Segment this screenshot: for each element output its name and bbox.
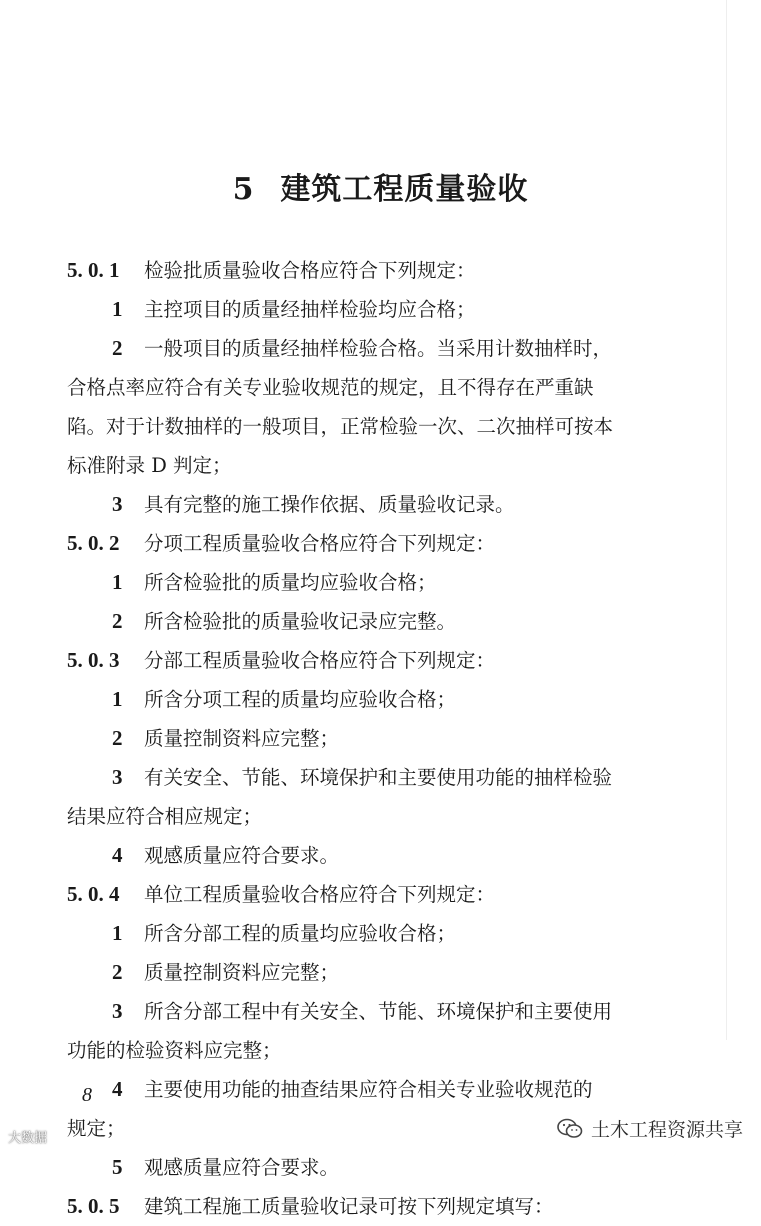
item-number: 3 xyxy=(112,765,123,789)
line-text: 结果应符合相应规定； xyxy=(67,805,263,828)
chapter-title xyxy=(0,164,761,208)
clause-number: 5. 0. 2 xyxy=(67,531,120,555)
line-text: 标准附录 D 判定； xyxy=(67,454,232,477)
wechat-icon xyxy=(557,1118,583,1140)
line-text: 主控项目的质量经抽样检验均应合格； xyxy=(144,298,476,321)
item-line xyxy=(67,563,697,602)
clause-body xyxy=(67,251,697,1226)
clause-line xyxy=(67,641,697,680)
item-number: 1 xyxy=(112,921,123,945)
watermark-right-text: 土木工程资源共享 xyxy=(590,1119,743,1141)
item-number: 3 xyxy=(112,492,123,516)
line-text: 建筑工程施工质量验收记录可按下列规定填写： xyxy=(144,1195,554,1218)
item-number: 2 xyxy=(112,609,123,633)
line-text: 所含分项工程的质量均应验收合格； xyxy=(144,688,457,711)
line-text: 分部工程质量验收合格应符合下列规定： xyxy=(144,649,496,672)
item-number: 2 xyxy=(112,336,123,360)
item-line xyxy=(67,1148,697,1187)
item-line xyxy=(67,992,697,1031)
line-text: 主要使用功能的抽查结果应符合相关专业验收规范的 xyxy=(144,1078,593,1101)
line-text: 所含检验批的质量均应验收合格； xyxy=(144,571,437,594)
line-text: 所含分部工程的质量均应验收合格； xyxy=(144,922,457,945)
item-number: 1 xyxy=(112,570,123,594)
continuation-line xyxy=(67,797,697,836)
item-number: 3 xyxy=(112,999,123,1023)
item-number: 4 xyxy=(112,1077,123,1101)
line-text: 所含检验批的质量验收记录应完整。 xyxy=(144,610,457,633)
line-text: 检验批质量验收合格应符合下列规定： xyxy=(144,259,476,282)
line-text: 规定； xyxy=(67,1117,126,1140)
line-text: 分项工程质量验收合格应符合下列规定： xyxy=(144,532,496,555)
item-line xyxy=(67,758,697,797)
page-edge-shadow xyxy=(726,0,727,1040)
line-text: 功能的检验资料应完整； xyxy=(67,1039,282,1062)
line-text: 质量控制资料应完整； xyxy=(144,727,340,750)
chapter-title-text: 建筑工程质量验收 xyxy=(280,172,529,207)
continuation-line xyxy=(67,407,697,446)
item-line xyxy=(67,329,697,368)
watermark-left-text: 大数据 xyxy=(8,1131,48,1146)
clause-line xyxy=(67,1187,697,1226)
item-line xyxy=(67,953,697,992)
chapter-number: 5 xyxy=(232,172,255,207)
line-text: 一般项目的质量经抽样检验合格。当采用计数抽样时， xyxy=(144,337,613,360)
line-text: 陷。对于计数抽样的一般项目，正常检验一次、二次抽样可按本 xyxy=(67,415,614,438)
item-number: 4 xyxy=(112,843,123,867)
item-line xyxy=(67,485,697,524)
item-line xyxy=(67,914,697,953)
line-text: 质量控制资料应完整； xyxy=(144,961,340,984)
line-text: 合格点率应符合有关专业验收规范的规定，且不得存在严重缺 xyxy=(67,376,594,399)
line-text: 单位工程质量验收合格应符合下列规定： xyxy=(144,883,496,906)
item-number: 2 xyxy=(112,726,123,750)
item-line xyxy=(67,290,697,329)
line-text: 有关安全、节能、环境保护和主要使用功能的抽样检验 xyxy=(144,766,613,789)
item-line xyxy=(67,680,697,719)
page-number: 8 xyxy=(82,1084,92,1106)
clause-number: 5. 0. 3 xyxy=(67,648,120,672)
watermark-right xyxy=(557,1115,743,1142)
clause-line xyxy=(67,875,697,914)
continuation-line xyxy=(67,446,697,485)
continuation-line xyxy=(67,368,697,407)
item-line xyxy=(67,1070,697,1109)
clause-number: 5. 0. 4 xyxy=(67,882,120,906)
item-line xyxy=(67,836,697,875)
line-text: 所含分部工程中有关安全、节能、环境保护和主要使用 xyxy=(144,1000,613,1023)
watermark-left xyxy=(8,1127,47,1146)
clause-line xyxy=(67,524,697,563)
item-number: 1 xyxy=(112,687,123,711)
clause-number: 5. 0. 1 xyxy=(67,258,120,282)
item-line xyxy=(67,719,697,758)
item-number: 1 xyxy=(112,297,123,321)
item-number: 2 xyxy=(112,960,123,984)
line-text: 具有完整的施工操作依据、质量验收记录。 xyxy=(144,493,515,516)
clause-number: 5. 0. 5 xyxy=(67,1194,120,1218)
continuation-line xyxy=(67,1031,697,1070)
item-line xyxy=(67,602,697,641)
line-text: 观感质量应符合要求。 xyxy=(144,1156,340,1179)
clause-line xyxy=(67,251,697,290)
item-number: 5 xyxy=(112,1155,123,1179)
line-text: 观感质量应符合要求。 xyxy=(144,844,340,867)
